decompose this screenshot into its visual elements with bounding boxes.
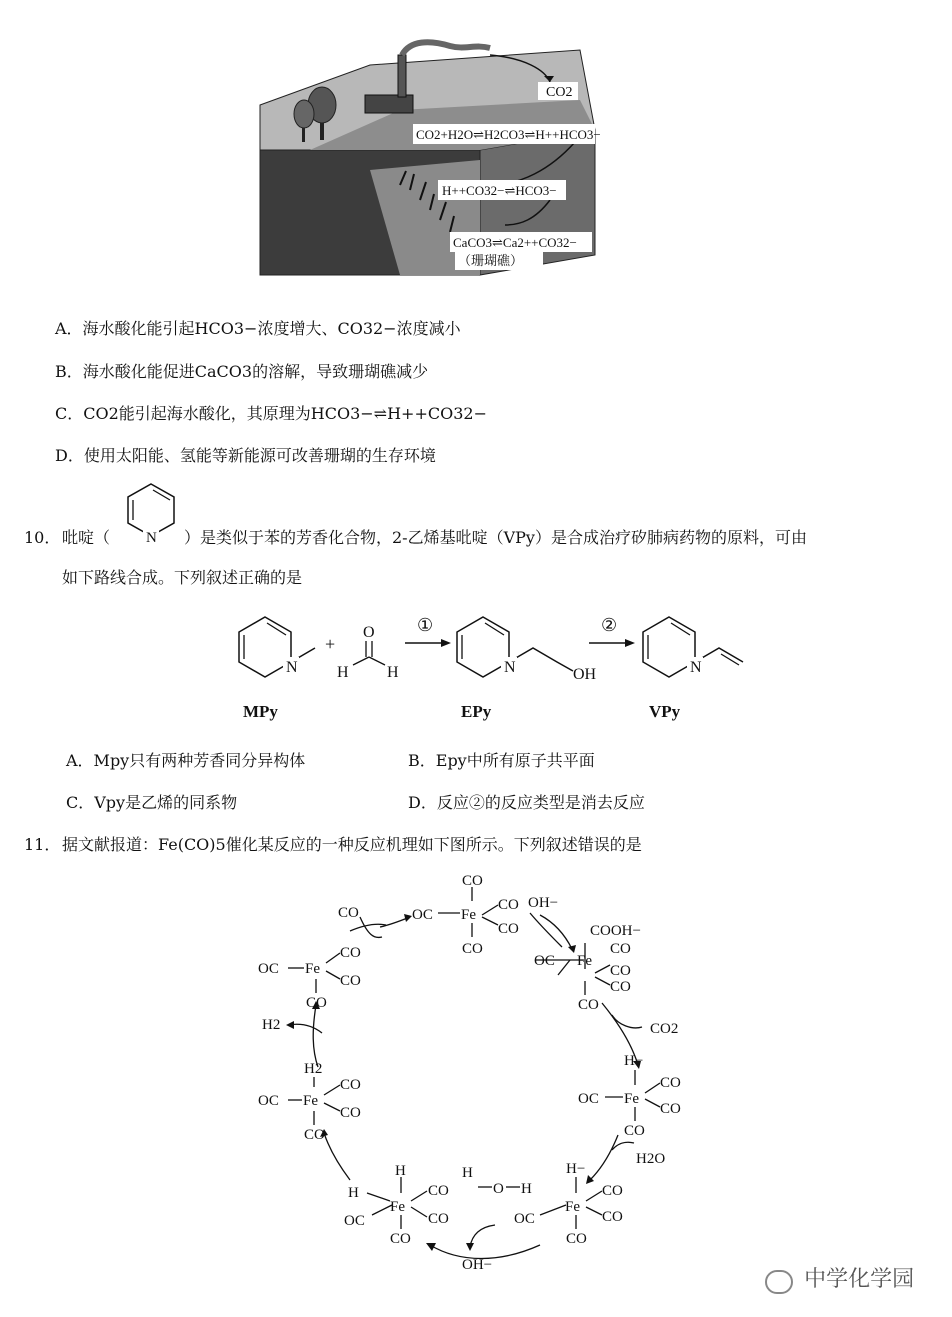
q9-option-c: C．CO2能引起海水酸化，其原理为HCO3−⇌H++CO32− (55, 404, 487, 423)
chem-label: H (521, 1181, 532, 1197)
q11-number: 11． (24, 835, 61, 854)
chem-label: N (690, 659, 702, 676)
chem-label: CO (624, 1123, 645, 1139)
chem-label: CO (390, 1231, 411, 1247)
chem-label: N (286, 659, 298, 676)
watermark (765, 1262, 914, 1294)
chem-label: CO (602, 1183, 623, 1199)
chem-label: CO (566, 1231, 587, 1247)
chem-label: H (337, 664, 349, 681)
chem-label: CO (610, 941, 631, 957)
chem-label: H− (624, 1053, 644, 1069)
q11-stem: 据文献报道：Fe(CO)5催化某反应的一种反应机理如下图所示。下列叙述错误的是 (62, 835, 642, 854)
chem-label: Fe (305, 961, 320, 977)
plus-sign: + (325, 634, 336, 654)
chem-label: OH− (528, 895, 559, 911)
chem-label: Fe (390, 1199, 405, 1215)
ocean-acidification-diagram (250, 10, 610, 280)
chem-label: OC (258, 961, 279, 977)
chem-label: H2O (636, 1151, 666, 1167)
chem-label: CO (340, 945, 361, 961)
q10-stem-pre: 吡啶（ (62, 528, 111, 547)
pyridine-structure (118, 478, 184, 548)
equation-1: CO2+H2O⇌H2CO3⇌H++HCO3− (416, 127, 601, 142)
formaldehyde-o: O (363, 624, 375, 641)
chem-label: CO (340, 1105, 361, 1121)
chem-label: CO (428, 1183, 449, 1199)
chem-label: OC (534, 953, 555, 969)
reef-caption: （珊瑚礁） (458, 253, 524, 268)
chem-label: H (387, 664, 399, 681)
chem-label: CO (462, 873, 483, 889)
chem-label: COOH− (590, 923, 641, 939)
chem-label: CO (578, 997, 599, 1013)
chem-label: CO (338, 905, 359, 921)
synthesis-scheme (225, 605, 765, 730)
chem-label: OC (344, 1213, 365, 1229)
chem-label: H− (566, 1161, 586, 1177)
q9-option-b: B．海水酸化能促进CaCO3的溶解，导致珊瑚礁减少 (55, 362, 429, 381)
equation-2: H++CO32−⇌HCO3− (442, 183, 557, 198)
chem-label: CO (340, 1077, 361, 1093)
step-1-label: ① (417, 615, 434, 635)
chem-label: CO (602, 1209, 623, 1225)
chem-label: CO (660, 1075, 681, 1091)
chem-label: H (395, 1163, 406, 1179)
chem-label: Fe (565, 1199, 580, 1215)
chem-label: CO (610, 963, 631, 979)
chem-label: CO (610, 979, 631, 995)
q9-option-d: D．使用太阳能、氢能等新能源可改善珊瑚的生存环境 (55, 446, 436, 465)
chem-label: H (348, 1185, 359, 1201)
chem-label: CO2 (650, 1021, 679, 1037)
q10-option-b: B．Epy中所有原子共平面 (408, 751, 595, 770)
q9-option-a: A．海水酸化能引起HCO3−浓度增大、CO32−浓度减小 (55, 319, 461, 338)
vpy-label: VPy (649, 702, 681, 721)
chem-label: CO (304, 1127, 325, 1143)
q10-stem-line2: 如下路线合成。下列叙述正确的是 (62, 568, 303, 587)
step-2-label: ② (601, 615, 618, 635)
chem-label: Fe (624, 1091, 639, 1107)
chem-label: CO (340, 973, 361, 989)
epy-label: EPy (461, 702, 492, 721)
q10-stem-post: ）是类似于苯的芳香化合物，2-乙烯基吡啶（VPy）是合成治疗矽肺病药物的原料，可由 (184, 528, 807, 547)
q10-number: 10． (24, 528, 61, 547)
pyridine-n-label: N (146, 530, 157, 546)
equation-3: CaCO3⇌Ca2++CO32− (453, 235, 577, 250)
chem-label: OC (412, 907, 433, 923)
watermark-text: 中学化学园 (804, 1267, 915, 1292)
chem-label: H2 (262, 1017, 281, 1033)
chem-label: H2 (304, 1061, 323, 1077)
chem-label: Fe (303, 1093, 318, 1109)
q10-option-d: D．反应②的反应类型是消去反应 (408, 793, 645, 812)
chem-label: Fe (577, 953, 592, 969)
chem-label: H (462, 1165, 473, 1181)
chem-label: OH− (462, 1257, 493, 1273)
chem-label: CO (462, 941, 483, 957)
chem-label: OC (578, 1091, 599, 1107)
chem-label: OC (258, 1093, 279, 1109)
mpy-label: MPy (243, 702, 278, 721)
chem-label: CO (498, 897, 519, 913)
chem-label: O (493, 1181, 504, 1197)
catalytic-cycle-diagram (240, 865, 720, 1285)
chem-label: N (504, 659, 516, 676)
wechat-icon (765, 1270, 793, 1294)
chem-label: CO (498, 921, 519, 937)
q10-option-c: C．Vpy是乙烯的同系物 (66, 793, 238, 812)
q10-option-a: A．Mpy只有两种芳香同分异构体 (66, 751, 306, 770)
chem-label: CO (660, 1101, 681, 1117)
chem-label: Fe (461, 907, 476, 923)
chem-label: OC (514, 1211, 535, 1227)
hydroxyl-label: OH (573, 666, 597, 683)
chem-label: CO (306, 995, 327, 1011)
chem-label: CO (428, 1211, 449, 1227)
co2-label: CO2 (546, 85, 573, 100)
